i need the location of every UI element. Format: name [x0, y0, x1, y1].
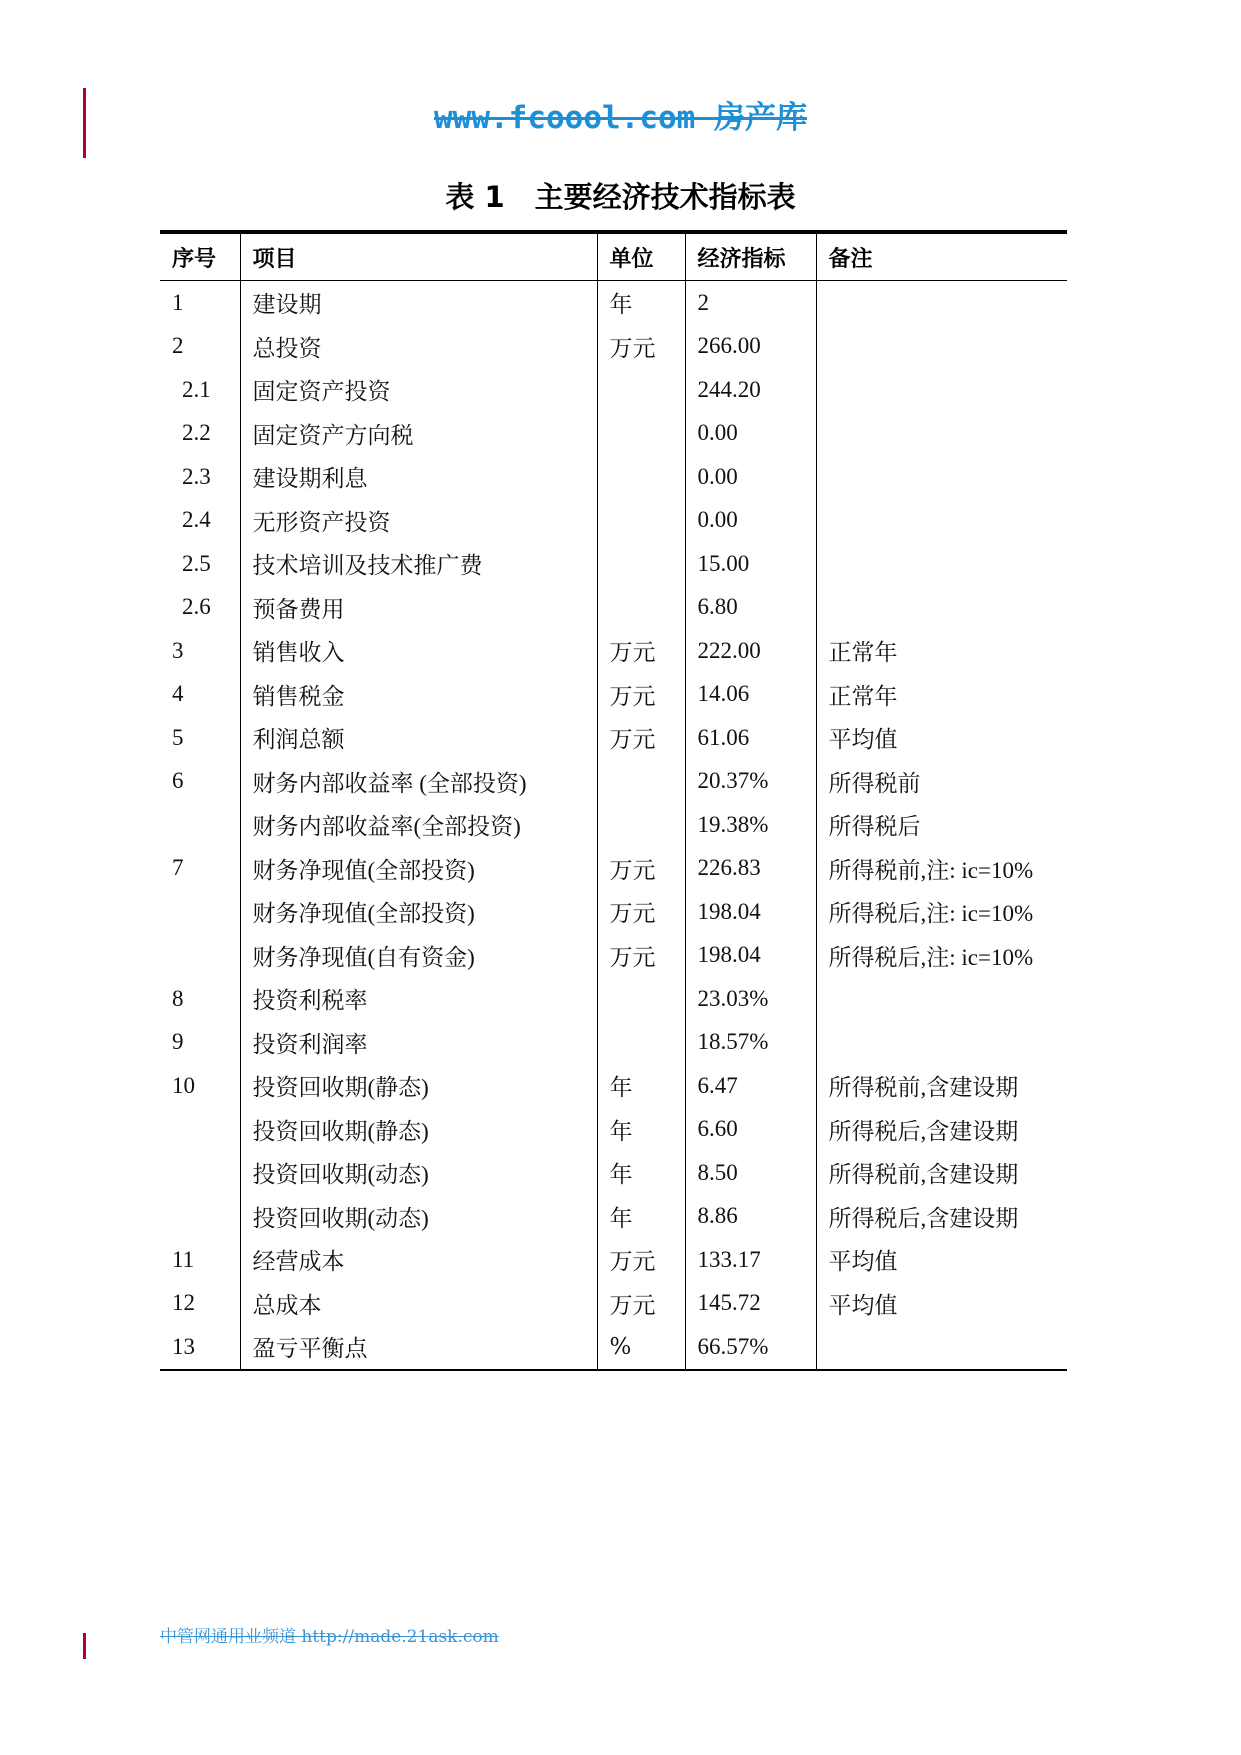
cell-note: 平均值 — [828, 1249, 898, 1275]
cell-item: 固定资产投资 — [240, 368, 597, 412]
table-row — [160, 499, 1067, 543]
cell-item: 固定资产方向税 — [240, 412, 597, 456]
cell-item: 销售税金 — [240, 673, 597, 717]
table-header-row — [160, 232, 1067, 281]
cell-note: 所得税前,注: ic=10% — [828, 857, 1034, 883]
cell-item: 投资回收期(静态) — [240, 1064, 597, 1108]
cell-item: 盈亏平衡点 — [240, 1325, 597, 1370]
table-row — [160, 847, 1067, 891]
cell-unit: 万元 — [597, 325, 685, 369]
table-body — [160, 281, 1067, 1370]
cell-unit: 万元 — [597, 890, 685, 934]
cell-value: 8.86 — [685, 1195, 816, 1239]
cell-item: 利润总额 — [240, 716, 597, 760]
cell-unit — [597, 368, 685, 412]
cell-value: 14.06 — [685, 673, 816, 717]
cell-unit: 万元 — [597, 673, 685, 717]
cell-item: 总投资 — [240, 325, 597, 369]
cell-value: 6.47 — [685, 1064, 816, 1108]
cell-item: 建设期 — [240, 281, 597, 325]
cell-no: 4 — [160, 673, 240, 717]
cell-item: 投资利税率 — [240, 977, 597, 1021]
cell-value: 226.83 — [685, 847, 816, 891]
cell-unit — [597, 586, 685, 630]
cell-note — [816, 586, 1067, 630]
cell-note: 所得税前,含建设期 — [828, 1162, 1019, 1188]
cell-note: 所得税后,含建设期 — [828, 1205, 1019, 1231]
table-row — [160, 890, 1067, 934]
cell-note — [816, 455, 1067, 499]
cell-unit: 万元 — [597, 847, 685, 891]
cell-no: 8 — [160, 977, 240, 1021]
cell-value: 0.00 — [685, 412, 816, 456]
cell-note: 所得税后,注: ic=10% — [828, 901, 1034, 927]
cell-value: 198.04 — [685, 890, 816, 934]
cell-note: 所得税前 — [828, 770, 921, 796]
cell-unit — [597, 542, 685, 586]
cell-item: 财务净现值(全部投资) — [240, 847, 597, 891]
cell-unit — [597, 499, 685, 543]
cell-value: 19.38% — [685, 803, 816, 847]
indicators-table — [160, 230, 1067, 1371]
cell-no: 11 — [160, 1238, 240, 1282]
table-row — [160, 542, 1067, 586]
cell-note: 所得税后,注: ic=10% — [828, 944, 1034, 970]
cell-no — [160, 1108, 240, 1152]
cell-unit: 年 — [597, 281, 685, 325]
table-row — [160, 586, 1067, 630]
table-row — [160, 760, 1067, 804]
table-row — [160, 1151, 1067, 1195]
header-unit: 单位 — [597, 232, 685, 281]
cell-note: 平均值 — [828, 1292, 898, 1318]
cell-no: 10 — [160, 1064, 240, 1108]
cell-no: 9 — [160, 1021, 240, 1065]
cell-item: 投资回收期(静态) — [240, 1108, 597, 1152]
cell-note — [816, 412, 1067, 456]
cell-unit: 万元 — [597, 629, 685, 673]
cell-no: 5 — [160, 716, 240, 760]
cell-no: 13 — [160, 1325, 240, 1370]
cell-no — [160, 1151, 240, 1195]
cell-value: 266.00 — [685, 325, 816, 369]
cell-unit — [597, 412, 685, 456]
cell-value: 18.57% — [685, 1021, 816, 1065]
cell-value: 23.03% — [685, 977, 816, 1021]
cell-value: 133.17 — [685, 1238, 816, 1282]
cell-no: 3 — [160, 629, 240, 673]
cell-value: 222.00 — [685, 629, 816, 673]
cell-value: 0.00 — [685, 499, 816, 543]
cell-value: 145.72 — [685, 1282, 816, 1326]
cell-item: 预备费用 — [240, 586, 597, 630]
cell-item: 财务内部收益率 (全部投资) — [240, 760, 597, 804]
cell-no — [160, 1195, 240, 1239]
cell-item: 投资回收期(动态) — [240, 1151, 597, 1195]
cell-unit: 万元 — [597, 1282, 685, 1326]
cell-value: 244.20 — [685, 368, 816, 412]
cell-no — [160, 890, 240, 934]
table-row — [160, 281, 1067, 325]
cell-no: 12 — [160, 1282, 240, 1326]
cell-no: 1 — [160, 281, 240, 325]
page-title — [0, 175, 1241, 216]
table-row — [160, 1108, 1067, 1152]
watermark-link[interactable]: www.fcoool.com 房产库 — [434, 100, 807, 136]
cell-item: 技术培训及技术推广费 — [240, 542, 597, 586]
cell-unit: 年 — [597, 1151, 685, 1195]
header-item: 项目 — [240, 232, 597, 281]
cell-note — [816, 325, 1067, 369]
cell-item: 总成本 — [240, 1282, 597, 1326]
cell-value: 61.06 — [685, 716, 816, 760]
cell-unit — [597, 803, 685, 847]
cell-note — [816, 1325, 1067, 1370]
cell-value: 15.00 — [685, 542, 816, 586]
cell-value: 66.57% — [685, 1325, 816, 1370]
cell-value: 6.80 — [685, 586, 816, 630]
table-title: 主要经济技术指标表 — [534, 180, 796, 214]
table-number: 表 1 — [445, 180, 505, 214]
cell-no: 2.4 — [160, 499, 240, 543]
cell-item: 投资利润率 — [240, 1021, 597, 1065]
cell-value: 8.50 — [685, 1151, 816, 1195]
cell-no: 2.1 — [160, 368, 240, 412]
cell-unit — [597, 977, 685, 1021]
cell-item: 销售收入 — [240, 629, 597, 673]
cell-note: 所得税后 — [828, 814, 921, 840]
cell-note: 正常年 — [828, 640, 898, 666]
cell-unit: 年 — [597, 1195, 685, 1239]
cell-note — [816, 1021, 1067, 1065]
cell-note — [816, 542, 1067, 586]
cell-item: 经营成本 — [240, 1238, 597, 1282]
cell-no: 2.3 — [160, 455, 240, 499]
table-row — [160, 673, 1067, 717]
table-row — [160, 1064, 1067, 1108]
cell-note: 正常年 — [828, 683, 898, 709]
cell-value: 0.00 — [685, 455, 816, 499]
cell-no: 2.2 — [160, 412, 240, 456]
cell-item: 财务净现值(全部投资) — [240, 890, 597, 934]
table-row — [160, 325, 1067, 369]
cell-unit: 年 — [597, 1108, 685, 1152]
cell-unit: % — [597, 1325, 685, 1370]
cell-no — [160, 934, 240, 978]
cell-unit: 万元 — [597, 934, 685, 978]
table-row — [160, 629, 1067, 673]
cell-note — [816, 368, 1067, 412]
cell-value: 20.37% — [685, 760, 816, 804]
header-no: 序号 — [160, 232, 240, 281]
cell-note: 平均值 — [828, 727, 898, 753]
cell-unit — [597, 455, 685, 499]
header-value: 经济指标 — [685, 232, 816, 281]
table-row — [160, 934, 1067, 978]
cell-value: 198.04 — [685, 934, 816, 978]
cell-unit — [597, 1021, 685, 1065]
cell-unit — [597, 760, 685, 804]
table-row — [160, 455, 1067, 499]
cell-note: 所得税后,含建设期 — [828, 1118, 1019, 1144]
table-row — [160, 1195, 1067, 1239]
cell-item: 财务内部收益率(全部投资) — [240, 803, 597, 847]
cell-note — [816, 281, 1067, 325]
table-row — [160, 368, 1067, 412]
cell-no: 7 — [160, 847, 240, 891]
cell-no: 2 — [160, 325, 240, 369]
table-row — [160, 1021, 1067, 1065]
cell-no: 2.5 — [160, 542, 240, 586]
cell-value: 2 — [685, 281, 816, 325]
cell-note — [816, 977, 1067, 1021]
table-row — [160, 412, 1067, 456]
cell-item: 无形资产投资 — [240, 499, 597, 543]
footer-link[interactable]: 中管网通用业频道 http://made.21ask.com — [160, 1627, 499, 1647]
table-row — [160, 803, 1067, 847]
table-row — [160, 1325, 1067, 1370]
cell-note: 所得税前,含建设期 — [828, 1075, 1019, 1101]
table-row — [160, 716, 1067, 760]
table-row — [160, 1282, 1067, 1326]
cell-value: 6.60 — [685, 1108, 816, 1152]
cell-no — [160, 803, 240, 847]
cell-no: 2.6 — [160, 586, 240, 630]
cell-no: 6 — [160, 760, 240, 804]
cell-item: 建设期利息 — [240, 455, 597, 499]
cell-unit: 年 — [597, 1064, 685, 1108]
margin-bar-bottom — [83, 1633, 86, 1659]
header-note: 备注 — [816, 232, 1067, 281]
cell-note — [816, 499, 1067, 543]
table-row — [160, 1238, 1067, 1282]
table-row — [160, 977, 1067, 1021]
cell-unit: 万元 — [597, 1238, 685, 1282]
cell-unit: 万元 — [597, 716, 685, 760]
cell-item: 投资回收期(动态) — [240, 1195, 597, 1239]
cell-item: 财务净现值(自有资金) — [240, 934, 597, 978]
